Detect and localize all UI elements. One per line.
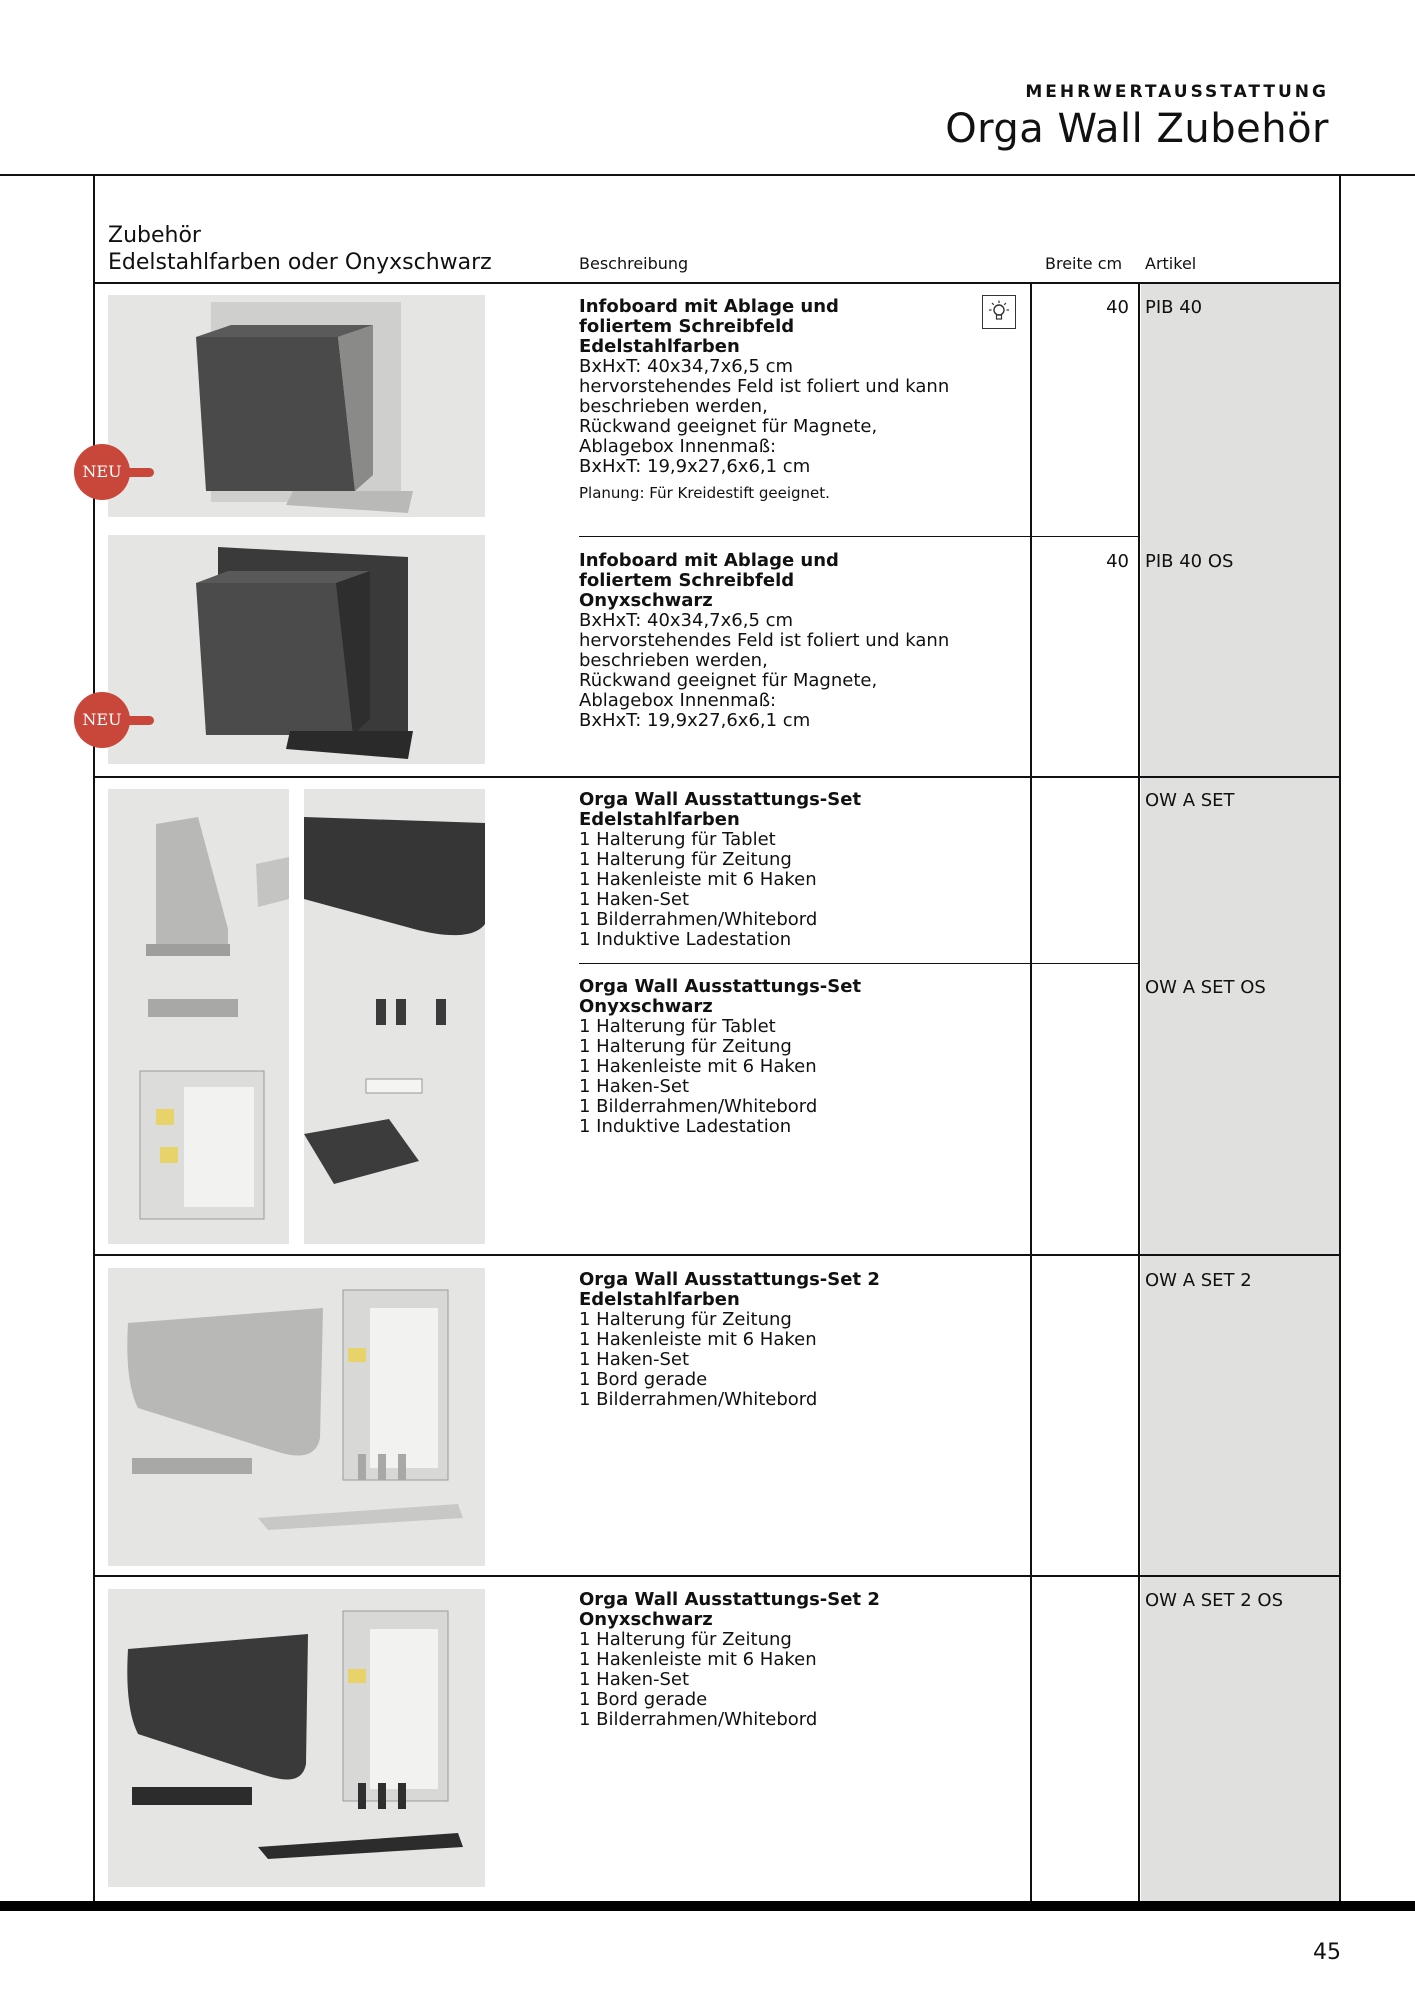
new-badge: NEU	[74, 444, 130, 500]
description-pib-40-os: Infoboard mit Ablage und foliertem Schreibfeld Onyxschwarz BxHxT: 40x34,7x6,5 cm hervorstehendes Feld ist foliert und kann beschrieben werden, Rückwand geeignet für Magnete, Ablagebox Innenmaß: BxHxT: 19,9x27,6x6,1 cm	[579, 550, 950, 731]
group-separator	[93, 776, 1341, 778]
product-image-set2-onyx	[108, 1589, 485, 1887]
article-number: PIB 40	[1145, 297, 1203, 318]
col-header-width: Breite cm	[1045, 254, 1123, 273]
section-kicker: MEHRWERTAUSSTATTUNG	[1025, 82, 1329, 102]
row-separator	[579, 963, 1139, 964]
column-divider-article	[1138, 284, 1140, 1901]
table-right-border	[1339, 175, 1341, 1901]
article-number: OW A SET	[1145, 790, 1235, 811]
product-image-set2-steel	[108, 1268, 485, 1566]
width-value: 40	[1106, 551, 1129, 572]
description-ow-a-set-2-os: Orga Wall Ausstattungs-Set 2 Onyxschwarz 1 Halterung für Zeitung 1 Hakenleiste mit 6 Haken 1 Haken-Set 1 Bord gerade 1 Bilderrahmen/Whitebord	[579, 1589, 880, 1730]
product-image-set-onyx	[304, 789, 485, 1244]
article-number: OW A SET 2	[1145, 1270, 1252, 1291]
table-left-border	[93, 175, 95, 1901]
col-header-article: Artikel	[1145, 254, 1197, 273]
col-header-description: Beschreibung	[579, 254, 689, 273]
badge-tail	[128, 716, 154, 725]
row-separator	[579, 536, 1139, 537]
description-ow-a-set: Orga Wall Ausstattungs-Set Edelstahlfarben 1 Halterung für Tablet 1 Halterung für Zeitung 1 Hakenleiste mit 6 Haken 1 Haken-Set 1 Bilderrahmen/Whitebord 1 Induktive Ladestation	[579, 789, 862, 950]
header-rule	[0, 174, 1415, 176]
page-number: 45	[1313, 1940, 1341, 1965]
table-header-rule	[93, 282, 1341, 284]
description-ow-a-set-os: Orga Wall Ausstattungs-Set Onyxschwarz 1 Halterung für Tablet 1 Halterung für Zeitung 1 Hakenleiste mit 6 Haken 1 Haken-Set 1 Bilderrahmen/Whitebord 1 Induktive Ladestation	[579, 976, 862, 1137]
new-badge: NEU	[74, 692, 130, 748]
width-value: 40	[1106, 297, 1129, 318]
footer-bar	[0, 1901, 1415, 1911]
product-image-infoboard-steel	[108, 295, 485, 517]
article-number: PIB 40 OS	[1145, 551, 1234, 572]
product-image-set-steel	[108, 789, 289, 1244]
description-pib-40: Infoboard mit Ablage und foliertem Schreibfeld Edelstahlfarben BxHxT: 40x34,7x6,5 cm hervorstehendes Feld ist foliert und kann beschrieben werden, Rückwand geeignet für Magnete, Ablagebox Innenmaß: BxHxT: 19,9x27,6x6,1 cm Planung: Für Kreidestift geeignet.	[579, 296, 950, 502]
page-title: Orga Wall Zubehör	[945, 106, 1329, 152]
badge-tail	[128, 468, 154, 477]
table-heading: Zubehör Edelstahlfarben oder Onyxschwarz	[108, 223, 492, 275]
article-number: OW A SET OS	[1145, 977, 1266, 998]
article-column-bg	[1141, 284, 1339, 1901]
group-separator	[93, 1254, 1341, 1256]
product-image-infoboard-onyx	[108, 535, 485, 764]
article-number: OW A SET 2 OS	[1145, 1590, 1284, 1611]
column-divider-width	[1030, 284, 1032, 1901]
description-ow-a-set-2: Orga Wall Ausstattungs-Set 2 Edelstahlfarben 1 Halterung für Zeitung 1 Hakenleiste mit 6 Haken 1 Haken-Set 1 Bord gerade 1 Bilderrahmen/Whitebord	[579, 1269, 880, 1410]
group-separator	[93, 1575, 1341, 1577]
